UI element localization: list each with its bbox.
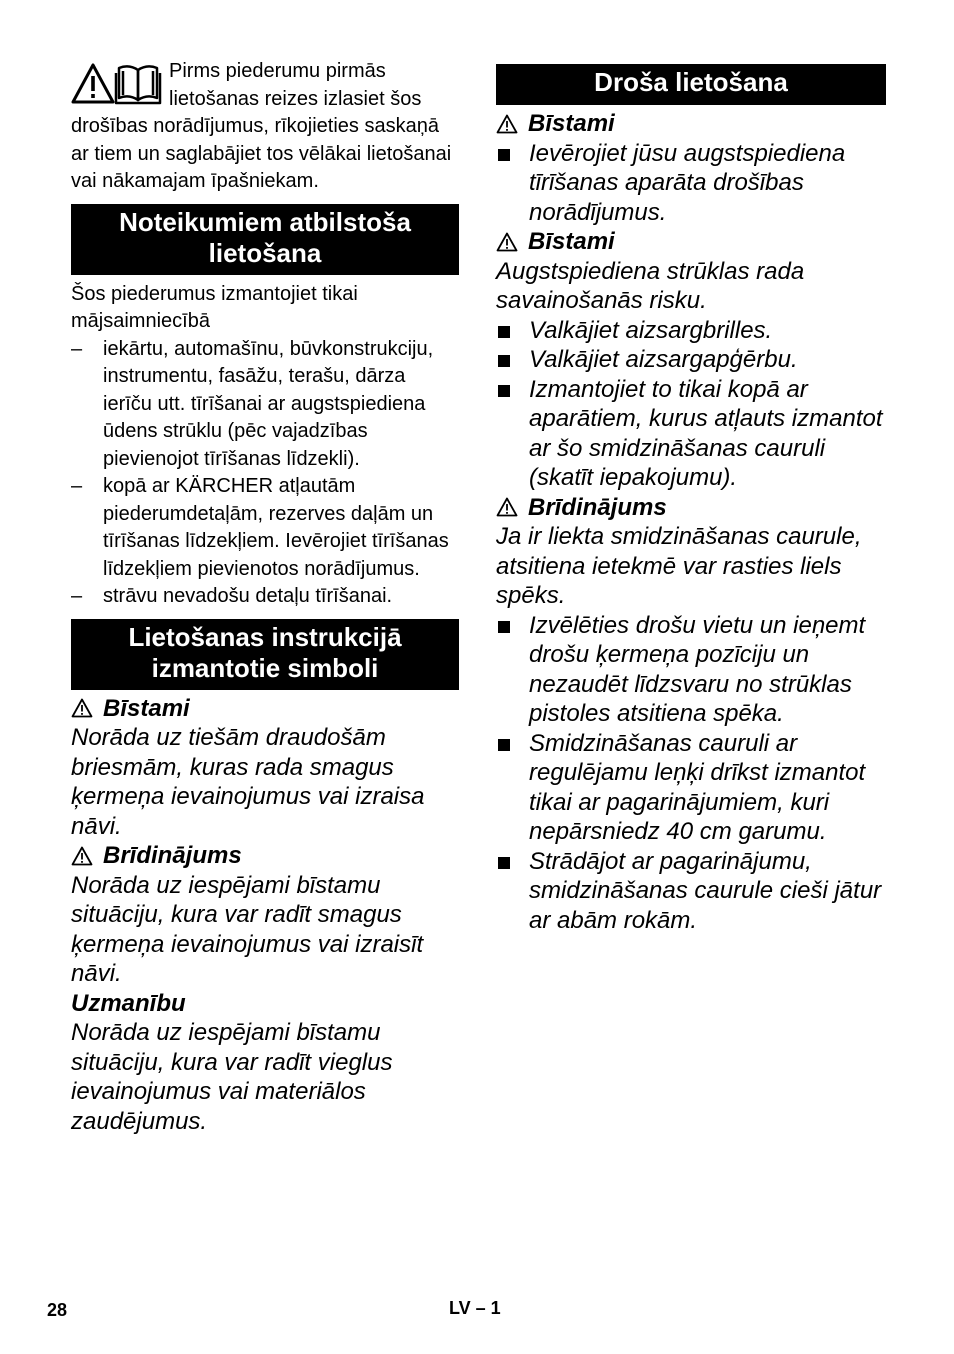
warning-signal bbox=[71, 841, 459, 871]
danger2-list bbox=[496, 316, 886, 493]
list-item-text: strāvu nevadošu detaļu tīrīšanai. bbox=[103, 585, 393, 607]
dash-bullet: – bbox=[71, 585, 83, 607]
section-heading-safe-use bbox=[496, 64, 886, 105]
intended-use-text: Šos piederumus izmantojiet tikai mājsaimniecībā bbox=[71, 282, 358, 332]
list-item bbox=[496, 375, 886, 493]
intro-block bbox=[71, 58, 459, 196]
warning-list bbox=[496, 611, 886, 936]
signal-label: Bīstami bbox=[103, 694, 190, 722]
warning-triangle-icon bbox=[71, 846, 93, 866]
heading-line: Noteikumiem atbilstoša bbox=[119, 206, 411, 237]
list-item bbox=[496, 847, 886, 936]
danger1-list bbox=[496, 139, 886, 228]
square-bullet bbox=[498, 857, 510, 869]
heading-line: Lietošanas instrukcijā bbox=[128, 621, 402, 652]
warning-description: Norāda uz iespējami bīstamu situāciju, kura var radīt smagus ķermeņa ievainojumus vai izraisīt nāvi. bbox=[71, 871, 424, 987]
warning-triangle-icon bbox=[496, 114, 518, 134]
list-item-text: Strādājot ar pagarinājumu, smidzināšanas caurule cieši jātur ar abām rokām. bbox=[529, 847, 882, 934]
right-column bbox=[496, 64, 886, 935]
warning-signal bbox=[496, 493, 886, 523]
danger2-description: Augstspiediena strūklas rada savainošanās risku. bbox=[496, 257, 805, 314]
list-item bbox=[71, 473, 459, 583]
list-item-text: Valkājiet aizsargbrilles. bbox=[529, 316, 773, 344]
square-bullet bbox=[498, 149, 510, 161]
square-bullet bbox=[498, 739, 510, 751]
left-column bbox=[71, 58, 459, 1136]
list-item-text: Izmantojiet to tikai kopā ar aparātiem, kurus atļauts izmantot ar šo smidzināšanas cauruli (skatīt iepakojumu). bbox=[529, 375, 883, 491]
list-item bbox=[71, 336, 459, 474]
square-bullet bbox=[498, 621, 510, 633]
signal-label: Uzmanību bbox=[71, 989, 186, 1017]
signal-label: Brīdinājums bbox=[528, 493, 667, 521]
list-item bbox=[71, 583, 459, 611]
list-item bbox=[496, 316, 886, 346]
list-item-text: Ievērojiet jūsu augstspiediena tīrīšanas aparāta drošības norādījumus. bbox=[529, 139, 846, 226]
warning-triangle-icon bbox=[496, 497, 518, 517]
list-item bbox=[496, 345, 886, 375]
open-book-icon bbox=[116, 66, 160, 103]
heading-line: Droša lietošana bbox=[594, 67, 788, 97]
intro-icons bbox=[71, 62, 163, 110]
danger-signal bbox=[71, 694, 459, 724]
list-item bbox=[496, 611, 886, 729]
dash-bullet: – bbox=[71, 475, 83, 497]
danger-description: Norāda uz tiešām draudošām briesmām, kuras rada smagus ķermeņa ievainojumus vai izraisa nāvi. bbox=[71, 724, 425, 840]
warning-triangle-icon bbox=[496, 232, 518, 252]
warning-triangle-icon bbox=[73, 65, 113, 102]
signal-label: Brīdinājums bbox=[103, 842, 242, 869]
list-item-text: Izvēlēties drošu vietu un ieņemt drošu ķermeņa pozīciju un nezaudēt līdzsvaru no strūklas pistoles atsitiena spēka. bbox=[529, 611, 866, 727]
list-item-text: kopā ar KÄRCHER atļautām piederumdetaļām, rezerves daļām un tīrīšanas līdzekļiem. Ievērojiet tīrīšanas līdzekļiem pievienotos norādījumus. bbox=[103, 475, 449, 580]
intended-use-list bbox=[71, 336, 459, 611]
list-item bbox=[496, 729, 886, 847]
danger-signal bbox=[496, 227, 886, 257]
heading-line: izmantotie simboli bbox=[151, 652, 379, 683]
square-bullet bbox=[498, 355, 510, 367]
square-bullet bbox=[498, 326, 510, 338]
language-page-label: LV – 1 bbox=[449, 1298, 501, 1318]
heading-line: lietošana bbox=[208, 237, 322, 268]
list-item-text: Valkājiet aizsargapģērbu. bbox=[529, 346, 798, 373]
warning-description: Ja ir liekta smidzināšanas caurule, atsitiena ietekmē var rasties liels spēks. bbox=[496, 523, 862, 609]
page-number: 28 bbox=[47, 1300, 68, 1320]
warning-triangle-icon bbox=[71, 698, 93, 718]
section-heading-intended-use bbox=[71, 204, 459, 275]
list-item-text: iekārtu, automašīnu, būvkonstrukciju, instrumentu, fasāžu, terašu, dārza ierīču utt. tīrīšanai ar augstspiediena ūdens strūklu (pēc vajadzības pievienojot tīrīšanas līdzekli). bbox=[103, 337, 434, 470]
section-heading-symbols bbox=[71, 619, 459, 690]
list-item-text: Smidzināšanas cauruli ar regulējamu leņķi drīkst izmantot tikai ar pagarinājumiem, kuri nepārsniedz 40 cm garumu. bbox=[529, 729, 866, 845]
list-item bbox=[496, 139, 886, 228]
caution-description: Norāda uz iespējami bīstamu situāciju, kura var radīt vieglus ievainojumus vai materiālos zaudējumus. bbox=[71, 1019, 393, 1135]
signal-label: Bīstami bbox=[528, 110, 615, 137]
signal-label: Bīstami bbox=[528, 228, 615, 255]
dash-bullet: – bbox=[71, 337, 83, 360]
danger-signal bbox=[496, 109, 886, 139]
square-bullet bbox=[498, 385, 510, 397]
caution-signal bbox=[71, 989, 459, 1019]
intro-text: Pirms piederumu pirmās lietošanas reizes izlasiet šos drošības norādījumus, rīkojieties saskaņā ar tiem un saglabājiet tos vēlākai lietošanai vai nākamajam īpašniekam. bbox=[71, 60, 452, 192]
